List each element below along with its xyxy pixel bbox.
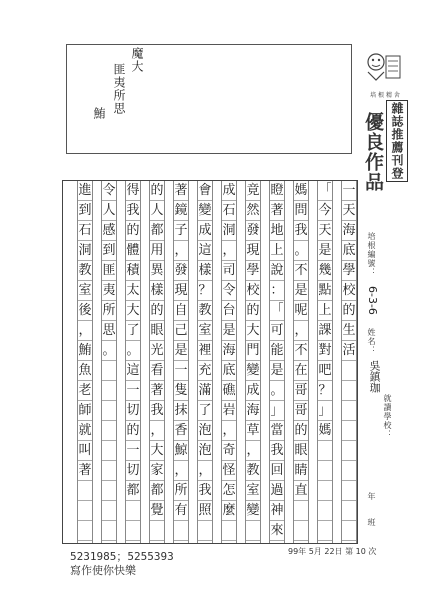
grid-cell: 著 [174, 181, 188, 201]
grid-cell: 這 [126, 361, 140, 381]
grid-cell: 自 [174, 301, 188, 321]
grid-cell: 來 [270, 521, 284, 541]
grid-cell: 司 [222, 261, 236, 281]
grid-cell: 幾 [318, 261, 332, 281]
grid-cell: 直 [294, 481, 308, 501]
grid-cell [174, 521, 188, 541]
grid-cell: 令 [222, 281, 236, 301]
grid-cell [102, 481, 116, 501]
grid-cell: 太 [126, 281, 140, 301]
grid-column [125, 181, 141, 543]
grid-cell [102, 521, 116, 541]
grid-cell: 台 [222, 301, 236, 321]
grid-cell: 成 [222, 181, 236, 201]
grid-cell: 有 [174, 501, 188, 521]
grid-cell [318, 501, 332, 521]
grid-cell: 「 [318, 181, 332, 201]
grid-cell: 進 [78, 181, 92, 201]
grid-cell [198, 521, 212, 541]
grid-cell: 過 [270, 481, 284, 501]
slogan: 寫作使你快樂 [70, 564, 136, 577]
grid-cell: 照 [198, 501, 212, 521]
grid-cell: 是 [318, 241, 332, 261]
grid-cell: 校 [246, 281, 260, 301]
grid-cell: 發 [174, 261, 188, 281]
grid-cell: 覺 [150, 501, 164, 521]
grid-cell: 發 [246, 221, 260, 241]
grid-cell: 岩 [222, 401, 236, 421]
label-school: 就讀學校： [383, 394, 392, 439]
grid-cell: 可 [270, 321, 284, 341]
grid-cell: ， [150, 421, 164, 441]
grid-column [149, 181, 165, 543]
grid-cell: 睛 [294, 461, 308, 481]
grid-cell: 對 [318, 341, 332, 361]
grid-cell: 點 [318, 281, 332, 301]
grid-cell: 充 [198, 361, 212, 381]
grid-cell: 我 [126, 201, 140, 221]
grid-cell: 所 [174, 481, 188, 501]
grid-cell: 變 [198, 201, 212, 221]
grid-cell: 體 [126, 241, 140, 261]
grid-cell: 鯨 [174, 441, 188, 461]
grid-cell: 門 [246, 341, 260, 361]
grid-cell [342, 461, 356, 481]
grid-cell: 海 [222, 341, 236, 361]
grid-cell: 學 [246, 261, 260, 281]
grid-cell: 令 [102, 181, 116, 201]
award-title: 優良作品 [362, 112, 384, 192]
grid-cell: 教 [78, 261, 92, 281]
grid-cell: 說 [270, 261, 284, 281]
grid-cell: 教 [246, 461, 260, 481]
grid-cell: 泡 [198, 421, 212, 441]
grid-cell: 成 [198, 221, 212, 241]
grid-column [221, 181, 237, 543]
grid-cell: ， [222, 241, 236, 261]
grid-cell: 哥 [294, 381, 308, 401]
recommend-stamp: 雜誌推薦刊登 [386, 100, 408, 182]
grid-cell: 切 [126, 401, 140, 421]
grid-cell [150, 521, 164, 541]
grid-cell: 的 [246, 301, 260, 321]
grid-cell: 積 [126, 261, 140, 281]
grid-cell: 。 [102, 341, 116, 361]
grid-column [245, 181, 261, 543]
grid-cell: 光 [150, 341, 164, 361]
grid-cell: 室 [246, 481, 260, 501]
grid-cell: 我 [294, 221, 308, 241]
grid-cell: ？ [318, 381, 332, 401]
grid-cell: 己 [174, 321, 188, 341]
grid-cell: 用 [150, 241, 164, 261]
grid-cell [102, 361, 116, 381]
grid-cell: ， [222, 421, 236, 441]
comment-text-2: 匪夷所思 [112, 63, 126, 115]
grid-cell: 的 [294, 421, 308, 441]
grid-cell: 是 [294, 281, 308, 301]
grid-cell [126, 521, 140, 541]
grid-cell: 大 [126, 301, 140, 321]
grid-cell: 活 [342, 341, 356, 361]
grid-cell: ？ [198, 281, 212, 301]
grid-cell: 回 [270, 461, 284, 481]
grid-cell: 思 [102, 321, 116, 341]
grid-cell [246, 521, 260, 541]
grid-cell [222, 521, 236, 541]
grid-cell [342, 381, 356, 401]
grid-cell: 到 [102, 241, 116, 261]
composition-grid [62, 180, 358, 544]
grid-cell: 怎 [222, 481, 236, 501]
grid-cell: 裡 [198, 341, 212, 361]
grid-cell [78, 521, 92, 541]
grid-cell: 異 [150, 261, 164, 281]
grid-cell: 這 [198, 241, 212, 261]
grid-cell: 眼 [150, 321, 164, 341]
label-class: 班 [367, 518, 376, 527]
grid-cell: 礁 [222, 381, 236, 401]
school-logo-icon [360, 48, 406, 88]
grid-cell: 現 [174, 281, 188, 301]
grid-cell: 我 [150, 401, 164, 421]
grid-cell: 天 [318, 221, 332, 241]
grid-cell: 能 [270, 341, 284, 361]
grid-cell: 看 [150, 361, 164, 381]
grid-cell [102, 461, 116, 481]
grid-cell: 隻 [174, 381, 188, 401]
grid-cell: 生 [342, 321, 356, 341]
grid-cell: 樣 [198, 261, 212, 281]
grid-cell: 上 [318, 301, 332, 321]
grid-cell: 成 [246, 381, 260, 401]
grid-cell: 問 [294, 201, 308, 221]
grid-cell [102, 381, 116, 401]
grid-cell: 媽 [294, 181, 308, 201]
grid-cell: 當 [270, 421, 284, 441]
grid-cell: 不 [294, 341, 308, 361]
grid-cell: 的 [342, 301, 356, 321]
grid-cell: ， [78, 321, 92, 341]
grid-cell: 在 [294, 361, 308, 381]
grid-cell [318, 481, 332, 501]
grid-cell: ： [270, 281, 284, 301]
comment-text-1: 鮪 [92, 107, 106, 120]
grid-column [269, 181, 285, 543]
grid-cell: 。 [270, 381, 284, 401]
grid-cell: 就 [78, 421, 92, 441]
grid-cell: 神 [270, 501, 284, 521]
grid-cell: 校 [342, 281, 356, 301]
label-name: 姓名： [367, 328, 376, 355]
grid-cell: 了 [198, 401, 212, 421]
grid-cell [342, 361, 356, 381]
grid-cell: 一 [126, 381, 140, 401]
student-name: 吳鎮珈 [368, 360, 381, 393]
grid-cell: 了 [126, 321, 140, 341]
grid-cell: 叫 [78, 441, 92, 461]
grid-cell: 不 [294, 261, 308, 281]
grid-cell: 樣 [150, 281, 164, 301]
grid-cell: 是 [174, 341, 188, 361]
grid-cell: 洞 [222, 221, 236, 241]
grid-cell: 香 [174, 421, 188, 441]
date-and-count: 99年 5月 22日 第 10 次 [288, 547, 377, 556]
grid-cell: ， [198, 461, 212, 481]
grid-cell [342, 501, 356, 521]
grid-cell: 一 [126, 441, 140, 461]
grid-cell: 是 [270, 361, 284, 381]
label-year: 年 [367, 492, 376, 501]
grid-column [77, 181, 93, 543]
grid-cell: 今 [318, 201, 332, 221]
grid-cell [294, 521, 308, 541]
grid-cell: 吧 [318, 361, 332, 381]
grid-cell: 一 [342, 181, 356, 201]
grid-cell: 我 [198, 481, 212, 501]
grid-cell: 師 [78, 401, 92, 421]
grid-cell: 竟 [246, 181, 260, 201]
grid-cell: 一 [174, 361, 188, 381]
grid-cell: 到 [78, 201, 92, 221]
grid-column [317, 181, 333, 543]
grid-cell: 課 [318, 321, 332, 341]
grid-cell [318, 521, 332, 541]
grid-cell: 變 [246, 501, 260, 521]
grid-cell [102, 441, 116, 461]
grid-cell: 哥 [294, 401, 308, 421]
grid-cell: 都 [126, 481, 140, 501]
code-value: 6-3-6 [366, 286, 379, 315]
grid-cell: 著 [150, 381, 164, 401]
grid-cell: 子 [174, 221, 188, 241]
grid-cell [78, 501, 92, 521]
grid-cell [78, 481, 92, 501]
grid-cell: 得 [126, 181, 140, 201]
grid-cell: 海 [246, 401, 260, 421]
grid-cell: 變 [246, 361, 260, 381]
grid-cell: 地 [270, 221, 284, 241]
grid-cell: 室 [198, 321, 212, 341]
grid-cell: 人 [102, 201, 116, 221]
grid-column [197, 181, 213, 543]
grid-cell: 現 [246, 241, 260, 261]
grid-cell: 石 [78, 221, 92, 241]
grid-cell: ， [246, 441, 260, 461]
grid-cell: 鮪 [78, 341, 92, 361]
grid-cell: 」 [318, 401, 332, 421]
grid-cell: 老 [78, 381, 92, 401]
grid-cell: 切 [126, 461, 140, 481]
grid-cell [126, 501, 140, 521]
school-name: 培 根 精 舍 [370, 92, 400, 99]
grid-cell: 石 [222, 201, 236, 221]
grid-cell: 瞪 [270, 181, 284, 201]
grid-cell: 底 [342, 241, 356, 261]
grid-cell: 家 [150, 461, 164, 481]
grid-cell [342, 421, 356, 441]
grid-cell: 的 [150, 301, 164, 321]
grid-cell [342, 481, 356, 501]
grid-column [101, 181, 117, 543]
grid-cell: ， [174, 241, 188, 261]
grid-cell: 。 [126, 341, 140, 361]
grid-cell: 的 [126, 421, 140, 441]
grid-cell: 呢 [294, 301, 308, 321]
grid-cell: 抹 [174, 401, 188, 421]
grid-cell: 著 [78, 461, 92, 481]
grid-cell: 奇 [222, 441, 236, 461]
grid-cell [342, 441, 356, 461]
label-code: 培根編號： [367, 232, 376, 277]
grid-cell: ， [174, 461, 188, 481]
grid-cell [342, 521, 356, 541]
grid-cell: ， [294, 321, 308, 341]
phone-number: 5231985；5255393 [70, 550, 174, 563]
grid-cell: 草 [246, 421, 260, 441]
grid-cell: 會 [198, 181, 212, 201]
grid-cell: 然 [246, 201, 260, 221]
grid-column [341, 181, 357, 543]
grid-cell: 海 [342, 221, 356, 241]
grid-column [173, 181, 189, 543]
grid-cell: 大 [150, 441, 164, 461]
grid-cell: 滿 [198, 381, 212, 401]
grid-cell: 是 [222, 321, 236, 341]
grid-cell: 泡 [198, 441, 212, 461]
grid-cell: 眼 [294, 441, 308, 461]
grid-cell: 麼 [222, 501, 236, 521]
grid-cell [102, 401, 116, 421]
grid-cell: 後 [78, 301, 92, 321]
grid-cell: 大 [246, 321, 260, 341]
grid-cell: 著 [270, 201, 284, 221]
grid-cell: 夷 [102, 281, 116, 301]
grid-cell: 匪 [102, 261, 116, 281]
grid-cell [318, 441, 332, 461]
grid-cell [342, 401, 356, 421]
grid-cell: 室 [78, 281, 92, 301]
grid-cell: 人 [150, 201, 164, 221]
grid-cell: 底 [222, 361, 236, 381]
teacher-comment-box [66, 44, 352, 154]
grid-cell: 教 [198, 301, 212, 321]
grid-cell: 「 [270, 301, 284, 321]
comment-text-3: 魔大 [130, 47, 144, 73]
grid-cell: 我 [270, 441, 284, 461]
grid-cell: 所 [102, 301, 116, 321]
grid-cell: 上 [270, 241, 284, 261]
grid-cell: 洞 [78, 241, 92, 261]
grid-cell: 都 [150, 221, 164, 241]
grid-cell: 怪 [222, 461, 236, 481]
grid-cell: 魚 [78, 361, 92, 381]
grid-cell: 天 [342, 201, 356, 221]
grid-column [293, 181, 309, 543]
grid-cell: 都 [150, 481, 164, 501]
grid-cell: 。 [294, 241, 308, 261]
grid-cell: 鏡 [174, 201, 188, 221]
grid-cell: 學 [342, 261, 356, 281]
grid-cell: 媽 [318, 421, 332, 441]
grid-cell: 的 [126, 221, 140, 241]
grid-cell [318, 461, 332, 481]
grid-cell: 的 [150, 181, 164, 201]
grid-cell [294, 501, 308, 521]
grid-cell: 」 [270, 401, 284, 421]
grid-cell [102, 501, 116, 521]
grid-cell: 感 [102, 221, 116, 241]
grid-cell [102, 421, 116, 441]
